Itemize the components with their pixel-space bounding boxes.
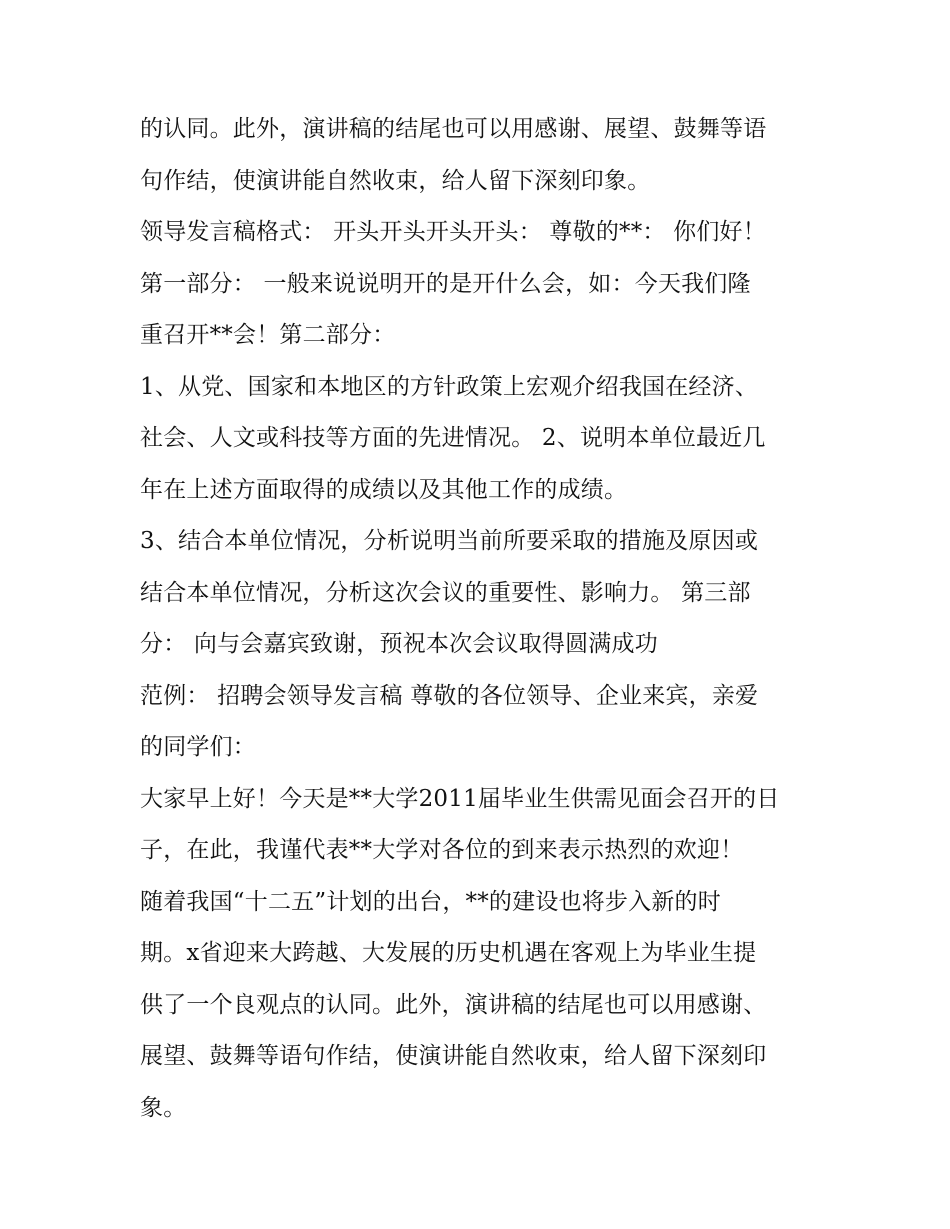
text-line: 结合本单位情况，分析这次会议的重要性、影响力。 第三部 (140, 579, 751, 606)
text-line: 象。 (140, 1094, 187, 1121)
text-line: 随着我国“十二五”计划的出台，**的建设也将步入新的时 (140, 888, 721, 915)
text-line: 3、结合本单位情况，分析说明当前所要采取的措施及原因或 (140, 528, 759, 554)
text-line: 的认同。此外，演讲稿的结尾也可以用感谢、展望、鼓舞等语 (140, 116, 767, 142)
text-line: 第一部分： 一般来说说明开的是开什么会，如：今天我们隆 (140, 270, 751, 297)
text-line: 分： 向与会嘉宾致谢，预祝本次会议取得圆满成功 (140, 631, 658, 657)
text-line: 社会、人文或科技等方面的先进情况。 2、说明本单位最近几 (140, 425, 766, 451)
text-line: 大家早上好！今天是**大学2011届毕业生供需见面会召开的日 (140, 785, 780, 812)
text-line: 领导发言稿格式： 开头开头开头开头： 尊敬的**： 你们好！ (140, 219, 766, 245)
text-line: 年在上述方面取得的成绩以及其他工作的成绩。 (140, 476, 628, 503)
text-line: 句作结，使演讲能自然收束，给人留下深刻印象。 (140, 167, 651, 194)
text-line: 范例： 招聘会领导发言稿 尊敬的各位领导、企业来宾，亲爱 (140, 682, 759, 709)
document-body (140, 104, 820, 1134)
text-line: 1、从党、国家和本地区的方针政策上宏观介绍我国在经济、 (140, 373, 759, 400)
text-line: 子，在此，我谨代表**大学对各位的到来表示热烈的欢迎！ (140, 837, 744, 863)
text-line: 期。x省迎来大跨越、大发展的历史机遇在客观上为毕业生提 (140, 940, 757, 966)
text-line: 重召开**会！第二部分： (140, 322, 396, 348)
text-line: 展望、鼓舞等语句作结，使演讲能自然收束，给人留下深刻印 (140, 1043, 767, 1069)
text-line: 供了一个良观点的认同。此外，演讲稿的结尾也可以用感谢、 (140, 991, 767, 1018)
text-line: 的同学们： (140, 734, 256, 760)
